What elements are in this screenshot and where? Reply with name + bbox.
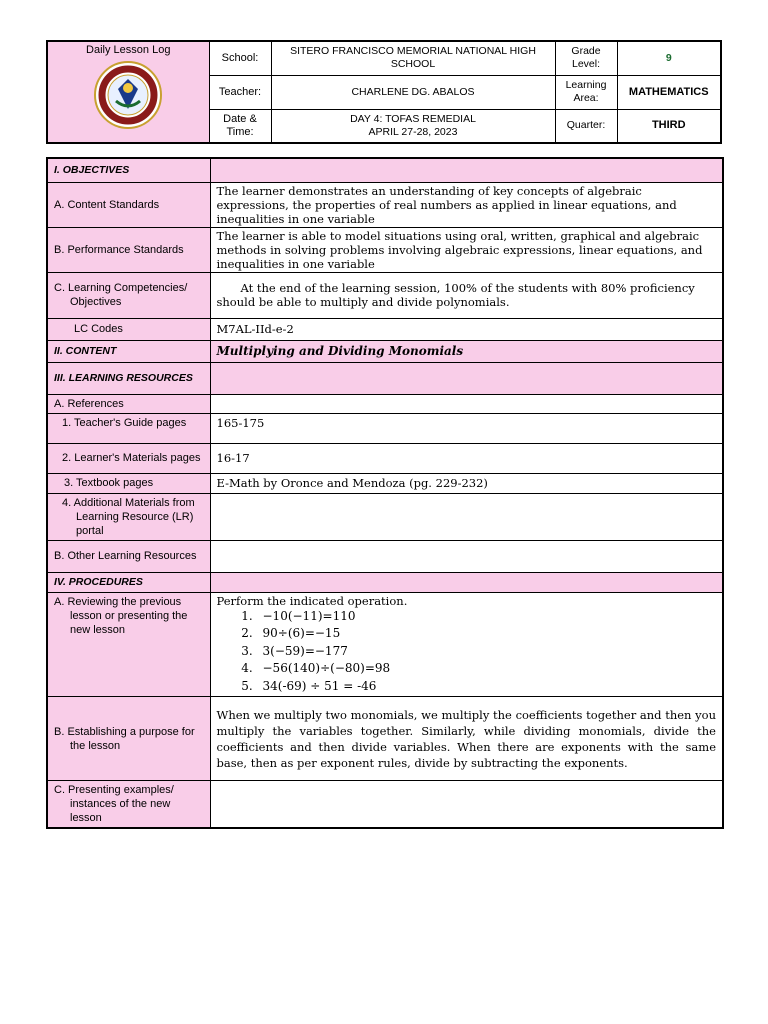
school-value: SITERO FRANCISCO MEMORIAL NATIONAL HIGH SCHOOL	[271, 41, 555, 75]
teacher-value: CHARLENE DG. ABALOS	[271, 75, 555, 109]
resources-blank	[210, 362, 723, 394]
grade-value: 9	[617, 41, 721, 75]
content-standards-value: The learner demonstrates an understanding of key concepts of algebraic expressions, the properties of real numbers as applied in linear equations, and inequalities in one variable	[210, 182, 723, 227]
references-label: A. References	[47, 394, 210, 413]
area-value: MATHEMATICS	[617, 75, 721, 109]
school-seal-logo	[94, 61, 162, 129]
quarter-value: THIRD	[617, 109, 721, 143]
review-item: 3. 3(−59)=−177	[257, 643, 717, 661]
review-item: 2. 90÷(6)=−15	[257, 625, 717, 643]
performance-standards-value: The learner is able to model situations using oral, written, graphical and algebraic methods in solving problems involving algebraic expressions, linear equations, and inequalities in one variable	[210, 227, 723, 272]
resources-heading: III. LEARNING RESOURCES	[47, 362, 210, 394]
textbook-value: E-Math by Oronce and Mendoza (pg. 229-232)	[210, 473, 723, 493]
learners-materials-label: 2. Learner's Materials pages	[47, 443, 210, 473]
date-label: Date & Time:	[209, 109, 271, 143]
competencies-label: C. Learning Competencies/ Objectives	[47, 272, 210, 318]
lesson-table	[46, 157, 724, 829]
area-label: Learning Area:	[555, 75, 617, 109]
reviewing-label: A. Reviewing the previous lesson or presenting the new lesson	[47, 592, 210, 697]
references-blank	[210, 394, 723, 413]
quarter-label: Quarter:	[555, 109, 617, 143]
grade-label: Grade Level:	[555, 41, 617, 75]
additional-materials-label: 4. Additional Materials from Learning Resource (LR) portal	[47, 493, 210, 540]
procedures-blank	[210, 572, 723, 592]
learners-materials-value: 16-17	[210, 443, 723, 473]
purpose-value: When we multiply two monomials, we multiply the coefficients together and then you multiply the variables together. Similarly, while dividing monomials, divide the coefficients and then divide variables. When there are exponents with the same base, then as per exponent rules, divide by subtracting the exponents.	[210, 697, 723, 781]
reviewing-intro: Perform the indicated operation.	[216, 593, 408, 608]
additional-materials-blank	[210, 493, 723, 540]
competencies-value: At the end of the learning session, 100% of the students with 80% proficiency should be able to multiply and divide polynomials.	[210, 272, 723, 318]
lc-codes-value: M7AL-IId-e-2	[210, 318, 723, 340]
purpose-label: B. Establishing a purpose for the lesson	[47, 697, 210, 781]
lc-codes-label: LC Codes	[47, 318, 210, 340]
content-heading: II. CONTENT	[47, 340, 210, 362]
date-line-2: APRIL 27-28, 2023	[368, 125, 458, 138]
procedures-heading: IV. PROCEDURES	[47, 572, 210, 592]
objectives-blank	[210, 158, 723, 182]
review-item: 1. −10(−11)=110	[257, 608, 717, 626]
date-value	[271, 109, 555, 143]
teachers-guide-value: 165-175	[210, 413, 723, 443]
review-item: 5. 34(-69) ÷ 51 = -46	[257, 678, 717, 696]
log-title-cell	[47, 41, 209, 143]
school-label: School:	[209, 41, 271, 75]
teacher-label: Teacher:	[209, 75, 271, 109]
content-title: Multiplying and Dividing Monomials	[210, 340, 723, 362]
teachers-guide-label: 1. Teacher's Guide pages	[47, 413, 210, 443]
review-list	[217, 608, 717, 696]
header-table	[46, 40, 722, 144]
other-resources-blank	[210, 540, 723, 572]
examples-label: C. Presenting examples/ instances of the new lesson	[47, 781, 210, 829]
other-resources-label: B. Other Learning Resources	[47, 540, 210, 572]
examples-blank	[210, 781, 723, 829]
performance-standards-label: B. Performance Standards	[47, 227, 210, 272]
textbook-label: 3. Textbook pages	[47, 473, 210, 493]
objectives-heading: I. OBJECTIVES	[47, 158, 210, 182]
reviewing-content	[210, 592, 723, 697]
log-title: Daily Lesson Log	[86, 44, 171, 56]
content-standards-label: A. Content Standards	[47, 182, 210, 227]
date-line-1: DAY 4: TOFAS REMEDIAL	[350, 112, 476, 125]
review-item: 4. −56(140)÷(−80)=98	[257, 660, 717, 678]
